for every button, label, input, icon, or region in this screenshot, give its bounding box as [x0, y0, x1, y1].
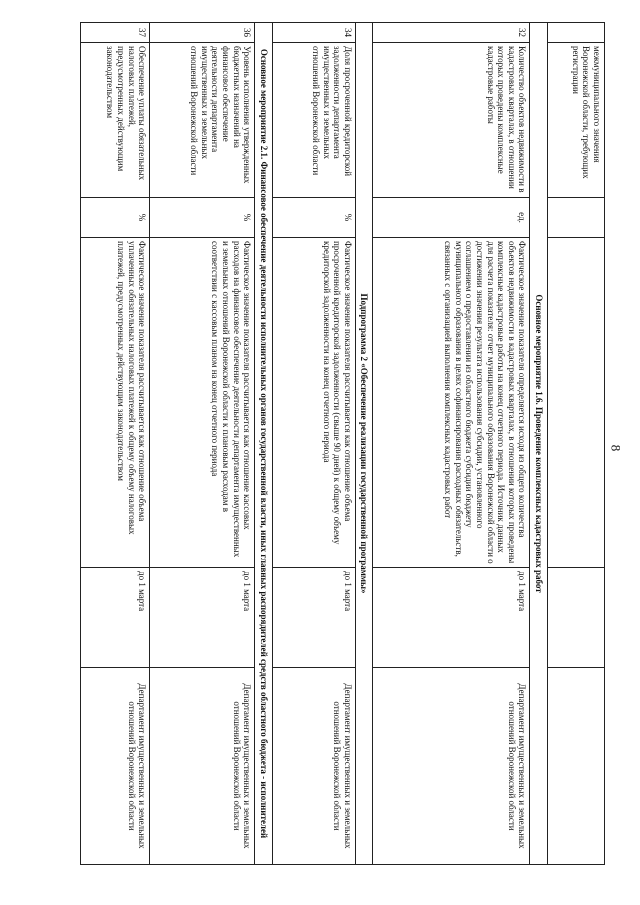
- calculation-method: Фактическое значение показателя определяется исходя из общего количества объектов недвижимости в кадастровых кварталах, в отношении которых проведены комплексные кадастровые работы на конец отчетного периода. Источник данных для расчета показателя: отчет муниципального образования Воронежской области о достижении значения результата использования субсидии, установленного соглашением о предоставлении из областного бюджета субсидии бюджету муниципального образования в целях софинансирования расходных обязательств, связанных с организацией выполнения комплексных кадастровых работ: [373, 238, 530, 568]
- deadline: до 1 марта: [150, 568, 255, 668]
- row-number: 37: [81, 23, 150, 43]
- calculation-method: Фактическое значение показателя рассчитывается как отношение объема уплаченных обязательных налоговых платежей к общему объему налоговых платежей, предусмотренных действующим законодательством: [81, 238, 150, 568]
- responsible: Департамент имущественных и земельных отношений Воронежской области: [81, 668, 150, 865]
- row-number: [548, 23, 605, 43]
- indicator-name: межмуниципального значения Воронежской области, требующих регистрации: [548, 43, 605, 198]
- table-row: [150, 23, 255, 865]
- indicator-name: Уровень исполнения утвержденных бюджетных назначений на финансовое обеспечение деятельности департамента имущественных и земельных отношений Воронежской области: [150, 43, 255, 198]
- page-number: 8: [607, 444, 623, 452]
- table-row: [81, 23, 150, 865]
- row-number: 34: [272, 23, 355, 43]
- subprogram-header-row: [355, 23, 373, 865]
- deadline: до 1 марта: [373, 568, 530, 668]
- unit: %: [150, 198, 255, 238]
- subprogram-title: Подпрограмма 2 «Обеспечение реализации государственной программы»: [355, 23, 373, 865]
- indicator-name: Обеспечение уплаты обязательных налоговых платежей, предусмотренных действующим законодательством: [81, 43, 150, 198]
- responsible: [548, 668, 605, 865]
- unit: [548, 198, 605, 238]
- indicators-table: [80, 22, 605, 865]
- table-row: [373, 23, 530, 865]
- responsible: Департамент имущественных и земельных отношений Воронежской области: [373, 668, 530, 865]
- section-title: Основное мероприятие 2.1. Финансовое обеспечение деятельности исполнительных органов государственной власти, иных главных распорядителей средств областного бюджета - исполнителей: [255, 23, 273, 865]
- table-row: [272, 23, 355, 865]
- calculation-method: Фактическое значение показателя рассчитывается как отношение кассовых расходов на финансовое обеспечение деятельности департамента имущественных и земельных отношений Воронежской области к плановым расходам в соответствии с кассовым планом на конец отчетного периода: [150, 238, 255, 568]
- indicator-name: Доля просроченной кредиторской задолженности департамента имущественных и земельных отношений Воронежской области: [272, 43, 355, 198]
- responsible: Департамент имущественных и земельных отношений Воронежской области: [150, 668, 255, 865]
- deadline: до 1 марта: [272, 568, 355, 668]
- section-header-row: [255, 23, 273, 865]
- section-title: Основное мероприятие 1.6. Проведение комплексных кадастровых работ: [530, 23, 548, 865]
- deadline: до 1 марта: [81, 568, 150, 668]
- calculation-method: Фактическое значение показателя рассчитывается как отношение объема просроченной кредиторской задолженности (свыше 90 дней) к общему объему кредиторской задолженности на конец отчетного периода: [272, 238, 355, 568]
- responsible: Департамент имущественных и земельных отношений Воронежской области: [272, 668, 355, 865]
- unit: ед.: [373, 198, 530, 238]
- rotated-table-wrapper: [80, 22, 605, 864]
- deadline: [548, 568, 605, 668]
- unit: %: [81, 198, 150, 238]
- indicator-name: Количество объектов недвижимости в кадастровых кварталах, в отношении которых проведены комплексные кадастровые работы: [373, 43, 530, 198]
- table-row: [548, 23, 605, 865]
- row-number: 36: [150, 23, 255, 43]
- section-header-row: [530, 23, 548, 865]
- unit: %: [272, 198, 355, 238]
- calculation-method: [548, 238, 605, 568]
- row-number: 32: [373, 23, 530, 43]
